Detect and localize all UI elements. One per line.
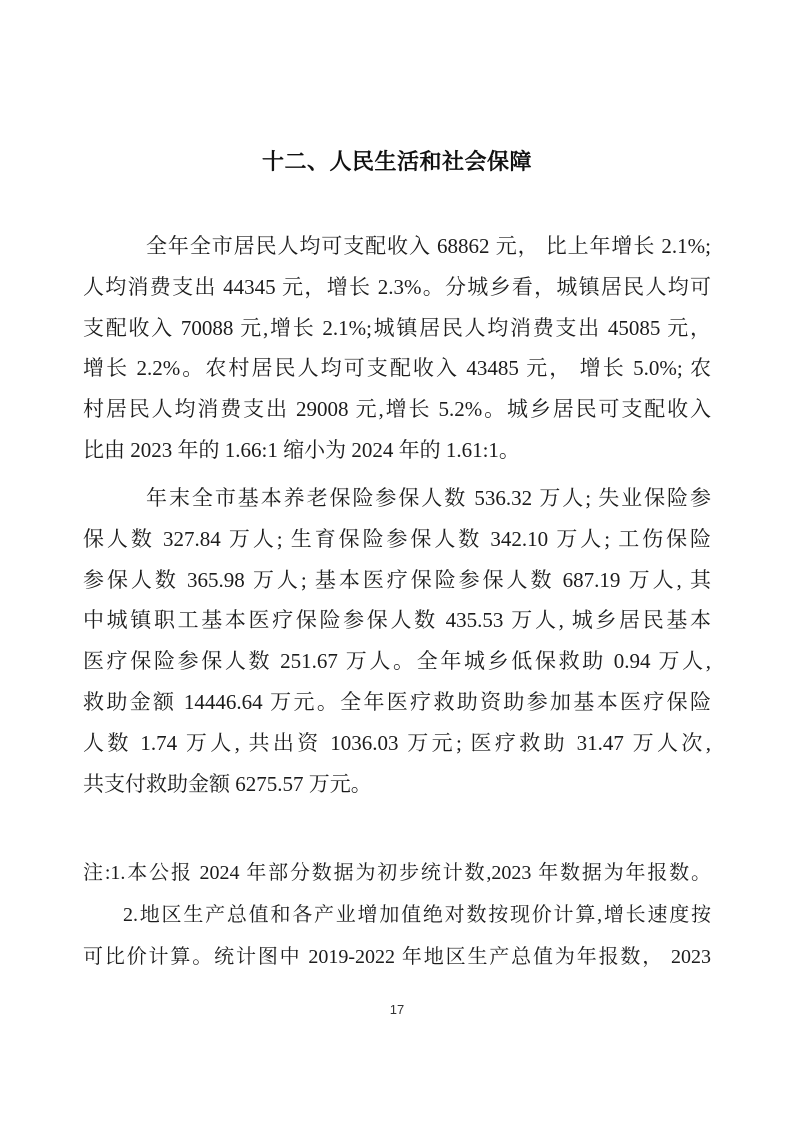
paragraph-social-insurance <box>83 478 711 804</box>
body-line: 保人数 327.84 万人; 生育保险参保人数 342.10 万人; 工伤保险 <box>83 526 711 551</box>
body-line: 年末全市基本养老保险参保人数 536.32 万人; 失业保险参 <box>146 486 711 510</box>
body-line: 共支付救助金额 6275.57 万元。 <box>83 771 372 796</box>
body-line: 比由 2023 年的 1.66:1 缩小为 2024 年的 1.61:1。 <box>83 437 520 462</box>
paragraph-income-consumption <box>83 226 711 471</box>
body-line: 参保人数 365.98 万人; 基本医疗保险参保人数 687.19 万人, 其 <box>83 567 711 592</box>
page-number: 17 <box>389 1002 405 1017</box>
body-line: 医疗保险参保人数 251.67 万人。全年城乡低保救助 0.94 万人, <box>83 649 711 674</box>
body-line: 村居民人均消费支出 29008 元,增长 5.2%。城乡居民可支配收入 <box>83 397 711 422</box>
note-line: 注:1.本公报 2024 年部分数据为初步统计数,2023 年数据为年报数。 <box>83 862 711 884</box>
body-line: 支配收入 70088 元,增长 2.1%;城镇居民人均消费支出 45085 元， <box>83 315 711 340</box>
note-line: 可比价计算。统计图中 2019-2022 年地区生产总值为年报数， 2023 <box>83 946 711 968</box>
note-line: 2.地区生产总值和各产业增加值绝对数按现价计算,增长速度按 <box>123 904 711 926</box>
body-line: 中城镇职工基本医疗保险参保人数 435.53 万人, 城乡居民基本 <box>83 608 711 633</box>
body-line: 救助金额 14446.64 万元。全年医疗救助资助参加基本医疗保险 <box>83 689 711 714</box>
body-line: 增长 2.2%。农村居民人均可支配收入 43485 元， 增长 5.0%; 农 <box>83 356 711 381</box>
body-line: 全年全市居民人均可支配收入 68862 元， 比上年增长 2.1%; <box>146 234 711 258</box>
section-title: 十二、人民生活和社会保障 <box>261 149 532 174</box>
body-line: 人数 1.74 万人, 共出资 1036.03 万元; 医疗救助 31.47 万人次, <box>83 730 711 755</box>
notes-section <box>83 852 711 978</box>
body-line: 人均消费支出 44345 元，增长 2.3%。分城乡看，城镇居民人均可 <box>83 274 711 299</box>
